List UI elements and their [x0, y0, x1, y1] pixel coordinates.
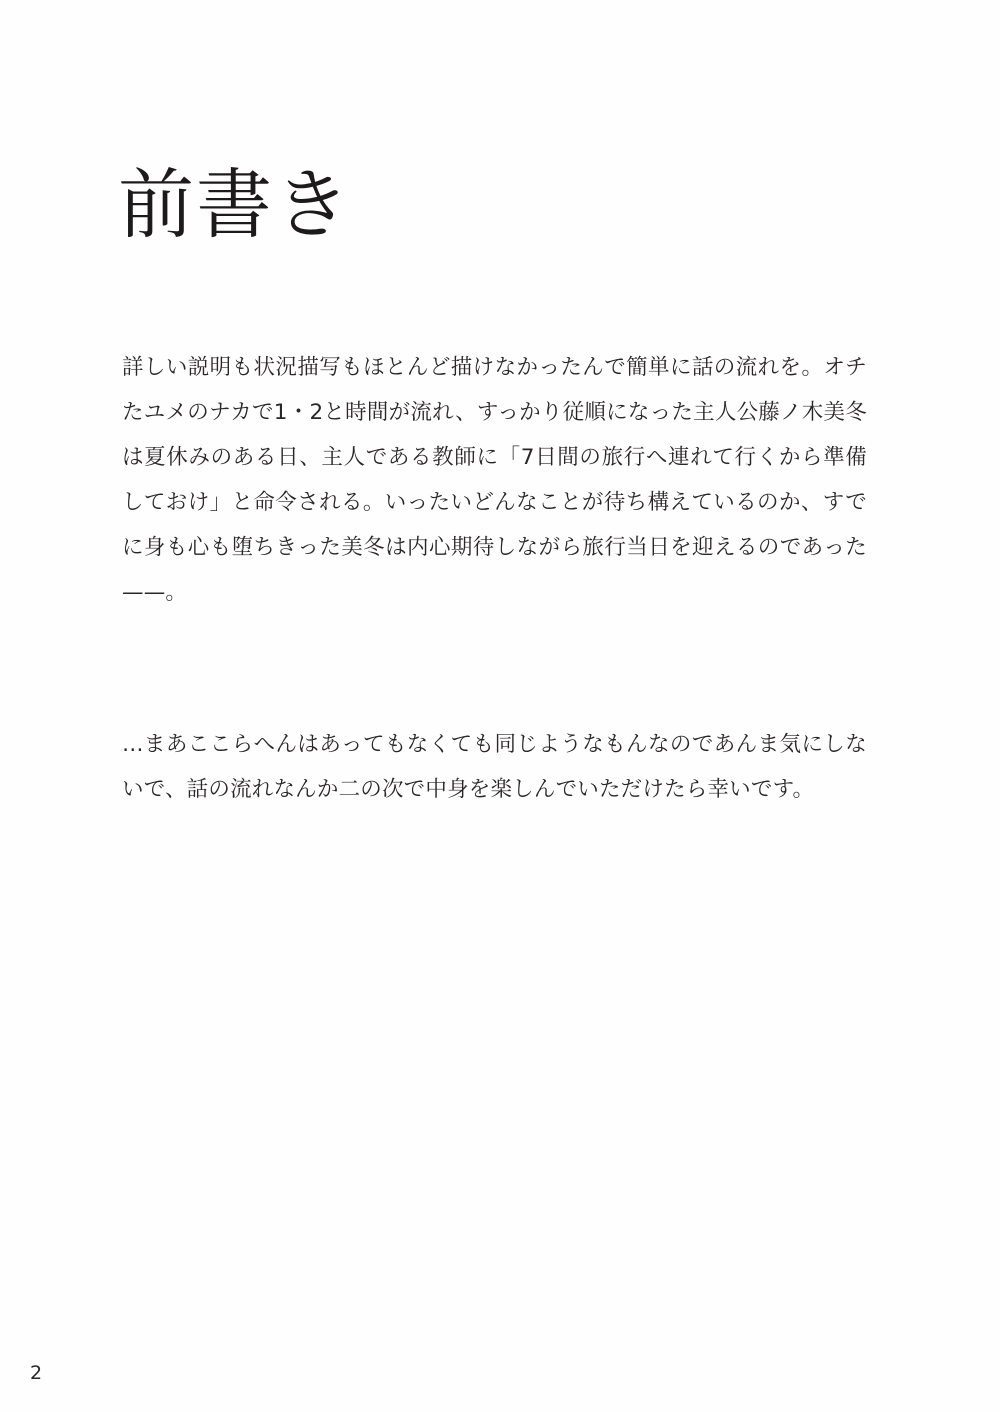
page-title: 前書き [118, 159, 352, 249]
afterword-paragraph-2 [122, 722, 867, 812]
afterword-paragraph-1 [122, 345, 867, 615]
page-number: 2 [30, 1362, 43, 1384]
paragraph-text: …まあここらへんはあってもなくても同じようなもんなのであんま気にしないで、話の流れなんか二の次で中身を楽しんでいただけたら幸いです。 [122, 732, 867, 802]
paragraph-text: 詳しい説明も状況描写もほとんど描けなかったんで簡単に話の流れを。オチたユメのナカで1・2と時間が流れ、すっかり従順になった主人公藤ノ木美冬は夏休みのある日、主人である教師に「7日間の旅行へ連れて行くから準備しておけ」と命令される。いったいどんなことが待ち構えているのか、すでに身も心も堕ちきった美冬は内心期待しながら旅行当日を迎えるのであった——。 [122, 355, 867, 605]
